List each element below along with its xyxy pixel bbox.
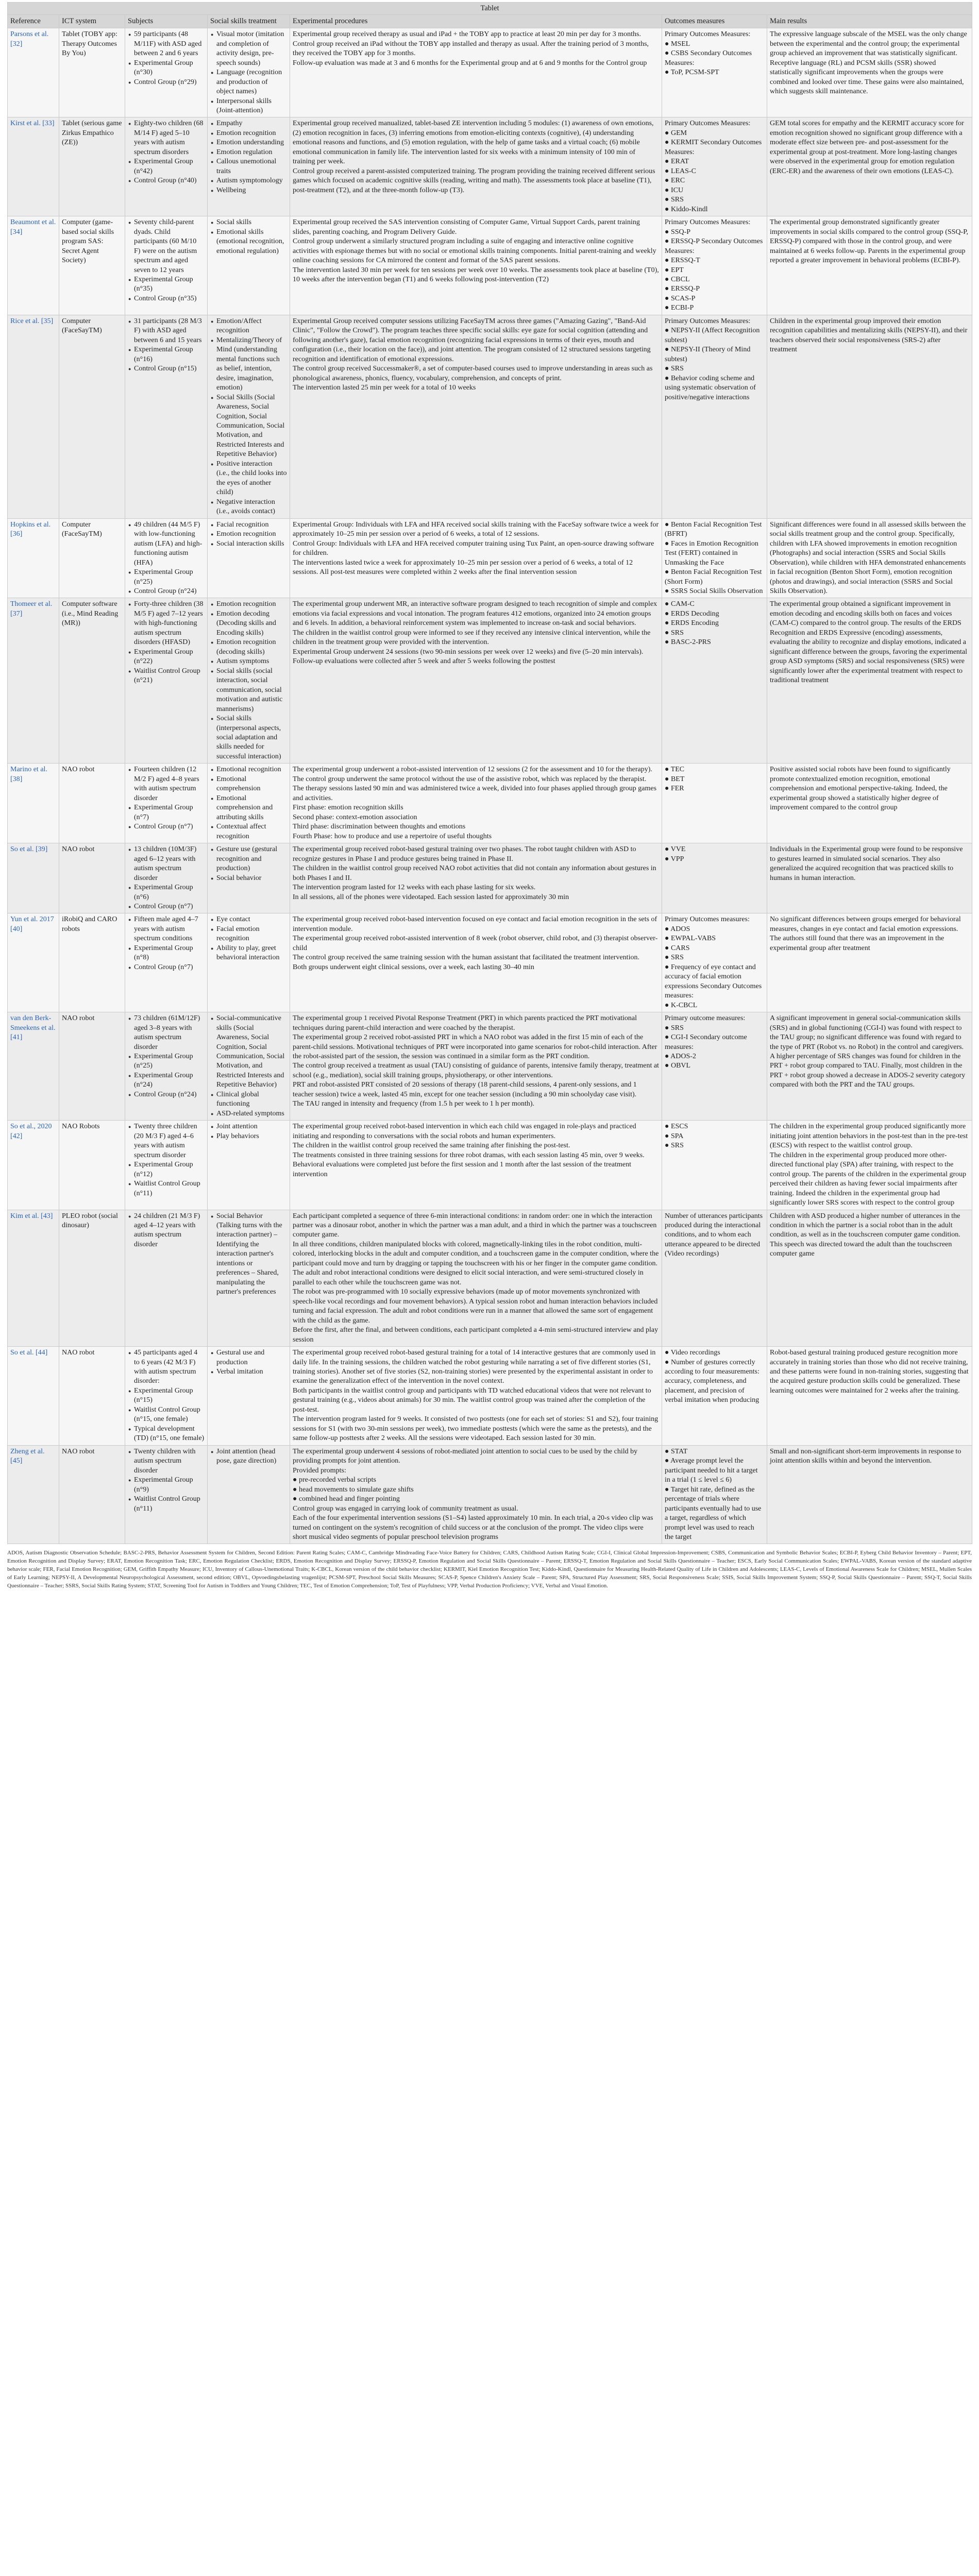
results-cell: The children in the experimental group produced significantly more initiating joint attention behaviors in the post-test than in the pre-test (ESCS) with respect to the waitlist control group. The children in the experimental group produced more other-directed functional play (SPA) after training, with respect to the control group. The parents of the children in the experimental group perceived their children as having fewer social impairments after training. Indeed the children in the experimental group had significantly lower SRS scores with respect to the control group	[767, 1121, 972, 1210]
table-row	[8, 1121, 972, 1210]
subject-item: ● Experimental Group (n°8)	[134, 944, 205, 963]
subject-item: ● Experimental Group (n°12)	[134, 1160, 205, 1179]
results-cell: No significant differences between groups emerged for behavioral measures, changes in eye contact and facial emotion expressions. The authors still found that there was an improvement in the experimental group after treatment	[767, 913, 972, 1012]
ict-system-cell: Tablet (TOBY app: Therapy Outcomes By You)	[59, 28, 125, 117]
results-cell: Significant differences were found in all assessed skills between the social skills treatment group and the control group. Specifically, children with LFA showed improvements in emotion recognition (Photographs) and social interaction (SSRS and Social Skills Observation), while children with HFA demonstrated enhancements in facial recognition (Benton Short Form), emotion recognition (photos and drawings), and social interaction (SSRS and Social Skills Observation).	[767, 518, 972, 598]
subject-item-list	[128, 1014, 205, 1099]
reference-cell: Thomeer et al. [37]	[8, 598, 59, 764]
subjects-cell	[125, 913, 208, 1012]
subjects-cell	[125, 117, 208, 216]
subject-item: ● Experimental Group (n°15)	[134, 1386, 205, 1405]
skill-item-list	[210, 1122, 287, 1141]
skill-item-list	[210, 30, 287, 115]
skill-item-list	[210, 915, 287, 962]
table-row	[8, 913, 972, 1012]
subject-item-list	[128, 1122, 205, 1198]
skill-item: ● Emotion understanding	[216, 138, 287, 147]
skill-item-list	[210, 1212, 287, 1297]
procedures-cell: The experimental group 1 received Pivotal Response Treatment (PRT) in which parents practiced the PRT motivational techniques during parent-child interaction and were coached by the therapist. The experimental group 2 received robot-assisted PRT in which a NAO robot was added in the first 15 min of each of the parent-child sessions. Motivational techniques of PRT were incorporated into game scenarios for robot-child interaction. After the robot-assisted part of the session, the session was continued in a similar form as the PRT condition. The control group received a treatment as usual (TAU) consisting of guidance of parents, intensive family therapy, treatment at school (e.g., mediation), social skill training groups, physiotherapy, or other interventions. PRT and robot-assisted PRT consisted of 20 sessions of therapy (18 parent-child sessions, 4 parent-only sessions, and 1 teacher session) twice a week, lasted 45 min, except for one teacher session (including a 90 min schoolyday case visit). The TAU ranged in intensity and frequency (from 1.5 h per week to 1 h per month).	[290, 1012, 662, 1121]
procedures-cell: Experimental group received manualized, tablet-based ZE intervention including 5 modules: (1) awareness of own emotions, (2) emotion recognition in faces, (3) inferring emotions from emotion-eliciting contexts (cognitive), (4) understanding emotional reasons and functions, and (5) emotion regulation, with the help of game tasks and a virtual coach; (6) mobile emotional communication in family life. The intervention lasted for six weeks with a minimum intensity of 100 min of training per week. Control group received a parent-assisted computerized training. The program providing the training received different serious games which focused on academic cognitive skills (reading, writing and math). The assessments took place at baseline (T1), post-treatment (T2), and at the three-month follow-up (T3).	[290, 117, 662, 216]
outcomes-cell: ● ESCS ● SPA ● SRS	[662, 1121, 767, 1210]
skills-cell	[208, 843, 290, 913]
skill-item: ● Verbal imitation	[216, 1367, 287, 1377]
subject-item-list	[128, 218, 205, 303]
reference-cell: Hopkins et al. [36]	[8, 518, 59, 598]
results-cell: Small and non-significant short-term improvements in response to joint attention skills within and beyond the intervention.	[767, 1445, 972, 1544]
subject-item: ● Twenty children with autism spectrum disorder	[134, 1447, 205, 1476]
subject-item: ● 73 children (61M/12F) aged 3–8 years with autism spectrum disorder	[134, 1014, 205, 1052]
subject-item-list	[128, 119, 205, 185]
header-row	[8, 15, 972, 28]
skill-item: ● Emotion recognition (decoding skills)	[216, 638, 287, 657]
subject-item: ● Experimental Group (n°9)	[134, 1476, 205, 1495]
procedures-cell: Experimental Group received computer sessions utilizing FaceSayTM across three games ("Amazing Gazing", "Band-Aid Clinic", "Follow the Crowd"). The program teaches three specific social skills: eye gaze for social cognition (attending and following another's gaze), facial emotion recognition (recognizing facial expressions in terms of their eyes, mouth and configuration (i.e., their location on the face)), and joint attention. The program consisted of 12 structured sessions targeting recognition and identification of emotional expressions. The control group received Successmaker®, a set of computer-based courses used to improve understanding in areas such as phonological awareness, phonics, fluency, vocabulary, comprehension, and concepts of print. The intervention lasted 25 min per week for a total of 10 weeks	[290, 315, 662, 518]
subjects-cell	[125, 1347, 208, 1446]
results-cell: Positive assisted social robots have been found to significantly promote contextualized emotion recognition, emotional comprehension and emotional perspective-taking. Indeed, the experimental group showed a statistically higher degree of improvement compared to the control group	[767, 764, 972, 843]
subject-item-list	[128, 1447, 205, 1514]
subject-item: ● Experimental Group (n°30)	[134, 59, 205, 78]
skill-item-list	[210, 520, 287, 549]
subject-item: ● Experimental Group (n°25)	[134, 1052, 205, 1071]
outcomes-cell: Primary Outcomes Measures: ● MSEL ● CSBS Secondary Outcomes Measures: ● ToP, PCSM-SPT	[662, 28, 767, 117]
subjects-cell	[125, 518, 208, 598]
ict-system-cell: Computer (FaceSayTM)	[59, 315, 125, 518]
skill-item: ● Social behavior	[216, 874, 287, 883]
reference-cell: Beaumont et al. [34]	[8, 216, 59, 315]
skills-cell	[208, 117, 290, 216]
procedures-cell: The experimental group underwent 4 sessions of robot-mediated joint attention to social cues to be used by the child by providing prompts for joint attention. Provided prompts: ● pre-recorded verbal scripts ● head movements to simulate gaze shifts ● combined head and finger pointing Control group was engaged in carrying look of community treatment as usual. Each of the four experimental intervention sessions (S1–S4) lasted approximately 10 min. In each trial, a 20-s video clip was turned on contingent on the system's recognition of child success or at the conclusion of the prompt. The video clips were short musical video segments of popular preschool television programs	[290, 1445, 662, 1544]
tablet-group-header: Tablet	[8, 3, 972, 15]
table-row	[8, 315, 972, 518]
outcomes-cell: ● TEC ● BET ● FER	[662, 764, 767, 843]
skill-item-list	[210, 1348, 287, 1377]
subjects-cell	[125, 598, 208, 764]
skill-item-list	[210, 600, 287, 761]
skill-item: ● Autism symptoms	[216, 657, 287, 666]
subject-item: ● Control Group (n°15)	[134, 364, 205, 374]
skill-item: ● Emotion recognition	[216, 600, 287, 609]
ict-system-cell: NAO robot	[59, 1347, 125, 1446]
ict-system-cell: Tablet (serious game Zirkus Empathico (ZE))	[59, 117, 125, 216]
skill-item: ● Social-communicative skills (Social Awareness, Social Cognition, Social Communication, Social Motivation, and Restricted Interests and Repetitive Behavior)	[216, 1014, 287, 1090]
subject-item: ● 31 participants (28 M/3 F) with ASD aged between 6 and 15 years	[134, 317, 205, 345]
procedures-cell: The experimental group received robot-based gestural training over two phases. The robot taught children with ASD to recognize gestures in Phase I and produce gestures being trained in Phase II. The children in the waitlist control group received NAO robot activities that did not contain any information about gestures in both Phases I and II. The intervention program lasted for 12 weeks with each phase lasting for six weeks. In all sessions, all of the phones were videotaped. Each session lasted for approximately 30 min	[290, 843, 662, 913]
skill-item: ● Emotion decoding (Decoding skills and Encoding skills)	[216, 609, 287, 638]
outcomes-cell: ● CAM-C ● ERDS Decoding ● ERDS Encoding ● SRS ● BASC-2-PRS	[662, 598, 767, 764]
skill-item: ● Social Skills (Social Awareness, Social Cognition, Social Communication, Social Motivation, and Restricted Interests and Repetitive Behavior)	[216, 393, 287, 460]
subject-item: ● Control Group (n°7)	[134, 902, 205, 911]
subject-item: ● Twenty three children (20 M/3 F) aged 4–6 years with autism spectrum disorder	[134, 1122, 205, 1160]
outcomes-cell: ● STAT ● Average prompt level the participant needed to hit a target in a trial (1 ≤ level ≤ 6) ● Target hit rate, defined as the percentage of trials where participants eventually had to use a target, regardless of which prompt level was used to reach the target	[662, 1445, 767, 1544]
subject-item-list	[128, 317, 205, 374]
skills-cell	[208, 28, 290, 117]
reference-cell: So et al. [44]	[8, 1347, 59, 1446]
subjects-cell	[125, 216, 208, 315]
skill-item: ● Play behaviors	[216, 1132, 287, 1141]
skill-item: ● Mentalizing/Theory of Mind (understanding mental functions such as belief, intention, desire, imagination, emotion)	[216, 336, 287, 393]
subject-item-list	[128, 1348, 205, 1444]
skill-item-list	[210, 119, 287, 195]
subject-item: ● Waitlist Control Group (n°21)	[134, 667, 205, 686]
reference-cell: Yun et al. 2017 [40]	[8, 913, 59, 1012]
skill-item: ● Wellbeing	[216, 186, 287, 195]
skill-item-list	[210, 845, 287, 883]
reference-cell: Kirst et al. [33]	[8, 117, 59, 216]
subject-item-list	[128, 915, 205, 972]
skill-item-list	[210, 317, 287, 517]
skill-item-list	[210, 1447, 287, 1466]
abbreviations-footnote: ADOS, Autism Diagnostic Observation Schedule; BASC-2-PRS, Behavior Assessment System for Children, Second Edition: Parent Rating Scales; CAM-C, Cambridge Mindreading Face-Voice Battery for Children; CARS, Childhood Autism Rating Scale; CGI-I, Clinical Global Impression-Improvement; CSBS, Communication and Symbolic Behavior Scales; ECBI-P, Eyberg Child Behavior Inventory – Parent; EPT, Emotion Recognition and Display Survey; ERAT, Emotion Recognition Task; ERC, Emotion Regulation Checklist; ERDS, Emotion Recognition and Display Survey; ERSSQ-P, Emotion Regulation and Social Skills Questionnaire – Parent; ERSSQ-T, Emotion Regulation and Social Skills Questionnaire – Teacher; ESCS, Early Social Communication Scales; EWPAL-VABS, Korean version of the standard adaptive behavior scale; FER, Facial Emotion Recognition; GEM, Griffith Empathy Measure; ICU, Inventory of Callous-Unemotional Traits; K-CBCL, Korean version of the child behavior checklist; KERMIT, Kiel Emotion Recognition Test; Kiddo-Kindl, Questionnaire for Measuring Health-Related Quality of Life in Children and Adolescents; LEAS-C, Levels of Emotional Awareness Scale for Children; MSEL, Mullen Scales of Early Learning; NEPSY-II, A Developmental Neuropsychological Assessment, second edition; OBVL, Opvoedingsbelasting vragenlijst; PCSM-SPT, Preschool Social Skills Measures; SCAS-P, Spence Children's Anxiety Scale – Parent; SPA, Structured Play Assessment; SRS, Social Responsiveness Scale; SSIS, Social Skills Improvement System; SSQ-P, Social Skills Questionnaire – Parent; SSQ-T, Social Skills Questionnaire – Teacher; SSRS, Social Skills Rating System; STAT, Screening Tool for Autism in Toddlers and Young Children; TEC, Test of Emotion Comprehension; ToP, Test of Playfulness; VPP, Verbal Production Proficiency; VVE, Verbal and Visual Emotion.	[7, 1550, 972, 1589]
ict-system-cell: Computer software (i.e., Mind Reading (MR))	[59, 598, 125, 764]
subject-item: ● Experimental Group (n°35)	[134, 275, 205, 294]
skill-item: ● Gesture use (gestural recognition and production)	[216, 845, 287, 873]
procedures-cell: Experimental Group: Individuals with LFA and HFA received social skills training with the FaceSay software twice a week for approximately 10–25 min per session over a period of 6 weeks, a total of 12 sessions. Control Group: Individuals with LFA and HFA received computer training using Tux Paint, an open-source drawing software for children. The interventions lasted twice a week for approximately 10–25 min per session over a period of 6 weeks, a total of 12 sessions. All post-test measures were completed within 2 weeks after the final intervention session	[290, 518, 662, 598]
procedures-cell: Experimental group received the SAS intervention consisting of Computer Game, Virtual Support Cards, parent training slides, parenting coaching, and Program Delivery Guide. Control group underwent a similarly structured program including a suite of engaging and interactive online cognitive activities with espionage themes but with no social or emotional skills training components. Initial parent-training and weekly online coaching sessions for CA mirrored the content and format of the SAS parent sessions. The intervention lasted 30 min per week for ten sessions per week over 10 weeks. The assessments took place at baseline (T0), 10 weeks after the intervention began (T1) and 6 weeks following post-intervention (T2)	[290, 216, 662, 315]
skill-item: ● Social Behavior (Talking turns with the interaction partner) – Identifying the interaction partner's intentions or preferences – Shared, manipulating the partner's preferences	[216, 1212, 287, 1297]
results-cell: Children with ASD produced a higher number of utterances in the condition in which the partner is a social robot than in the adult condition, as well as in the touchscreen computer game condition. This speech was directed toward the adult than the touchscreen computer game	[767, 1210, 972, 1347]
subject-item: ● Control Group (n°35)	[134, 294, 205, 303]
results-cell: GEM total scores for empathy and the KERMIT accuracy score for emotion recognition showed no significant group difference with a moderate effect size between pre- and post-assessment for the experimental group at post-treatment. More long-lasting changes were observed in the experimental group for emotion regulation (ERC-ER) and the awareness of their own emotions (LEAS-C).	[767, 117, 972, 216]
ict-system-cell: Computer (FaceSayTM)	[59, 518, 125, 598]
skill-item: ● Ability to play, greet behavioral interaction	[216, 944, 287, 963]
table-row	[8, 1445, 972, 1544]
table-body	[8, 28, 972, 1544]
subject-item-list	[128, 520, 205, 597]
skill-item: ● Emotion recognition	[216, 129, 287, 138]
subjects-cell	[125, 843, 208, 913]
subjects-cell	[125, 28, 208, 117]
subject-item-list	[128, 845, 205, 911]
subject-item-list	[128, 765, 205, 832]
subject-item: ● 59 participants (48 M/11F) with ASD aged between 2 and 6 years	[134, 30, 205, 58]
skill-item: ● Interpersonal skills (Joint-attention)	[216, 97, 287, 116]
subject-item: ● Control Group (n°29)	[134, 78, 205, 87]
subjects-cell	[125, 1012, 208, 1121]
results-cell: Individuals in the Experimental group were found to be responsive to gestures learned in simulated social scenarios. They also generalized the acquired recognition that was practiced skills to humans in human interaction.	[767, 843, 972, 913]
skill-item-list	[210, 765, 287, 841]
column-header-procedures: Experimental procedures	[290, 15, 662, 28]
skill-item: ● Social interaction skills	[216, 539, 287, 549]
skill-item: ● Facial emotion recognition	[216, 925, 287, 944]
subject-item: ● Control Group (n°24)	[134, 1090, 205, 1099]
results-cell: The experimental group demonstrated significantly greater improvements in social skills compared to the control group (SSQ-P, ERSSQ-P) compared with those in the control group, and were maintained at 6 weeks follow-up. Parents in the experimental group reported a greater improvement in behavioral problems (ECBI-P).	[767, 216, 972, 315]
skill-item: ● Emotional skills (emotional recognition, emotional regulation)	[216, 228, 287, 256]
skill-item: ● Callous unemotional traits	[216, 157, 287, 176]
ict-system-cell: NAO robot	[59, 764, 125, 843]
skill-item: ● Negative interaction (i.e., avoids contact)	[216, 498, 287, 517]
ict-system-cell: NAO Robots	[59, 1121, 125, 1210]
ict-system-cell: Computer (game-based social skills program SAS: Secret Agent Society)	[59, 216, 125, 315]
subject-item-list	[128, 1212, 205, 1250]
skill-item: ● Autism symptomology	[216, 176, 287, 185]
subjects-cell	[125, 764, 208, 843]
skill-item: ● Emotion regulation	[216, 148, 287, 157]
reference-cell: Zheng et al. [45]	[8, 1445, 59, 1544]
subject-item: ● Control Group (n°7)	[134, 963, 205, 972]
outcomes-cell: ● Benton Facial Recognition Test (BFRT) ● Faces in Emotion Recognition Test (FERT) contained in Unmasking the Face ● Benton Facial Recognition Test (Short Form) ● SSRS Social Skills Observation	[662, 518, 767, 598]
table-row	[8, 1012, 972, 1121]
results-cell: A significant improvement in general social-communication skills (SRS) and in global functioning (CGI-I) was found with respect to the TAU group; no significant difference was found with regard to the type of PRT (Robot vs. no Robot) in the control and caregivers. A higher percentage of SRS changes was found for children in the PRT + robot group compared to TAU. Finally, most children in the PRT + robot group showed a decrease in ADOS-2 severity category compared with both the PRT and the TAU groups.	[767, 1012, 972, 1121]
column-header-subjects: Subjects	[125, 15, 208, 28]
table-row	[8, 843, 972, 913]
subjects-cell	[125, 1445, 208, 1544]
column-header-social-skills: Social skills treatment	[208, 15, 290, 28]
skill-item: ● Emotional comprehension and attributing skills	[216, 794, 287, 822]
skill-item-list	[210, 218, 287, 256]
table-row	[8, 598, 972, 764]
table-row	[8, 28, 972, 117]
skill-item-list	[210, 1014, 287, 1118]
column-header-results: Main results	[767, 15, 972, 28]
results-cell: The expressive language subscale of the MSEL was the only change between the experimental and the control group; the experimental group achieved an improvement that was statistically significant. Receptive language (RL) and PCSM skills (SSR) showed statistically significant improvements when the groups were combined and looked over time. These gains were also maintained, which suggests skill maintenance.	[767, 28, 972, 117]
subject-item: ● Waitlist Control Group (n°11)	[134, 1179, 205, 1198]
skills-cell	[208, 216, 290, 315]
ict-system-cell: NAO robot	[59, 1012, 125, 1121]
reference-cell: van den Berk-Smeekens et al. [41]	[8, 1012, 59, 1121]
reference-cell: Marino et al. [38]	[8, 764, 59, 843]
skill-item: ● Language (recognition and production of object names)	[216, 68, 287, 96]
subject-item: ● Experimental Group (n°42)	[134, 157, 205, 176]
skill-item: ● Gestural use and production	[216, 1348, 287, 1367]
subject-item: ● Eighty-two children (68 M/14 F) aged 5–10 years with autism spectrum disorders	[134, 119, 205, 157]
subject-item: ● Fifteen male aged 4–7 years with autism spectrum conditions	[134, 915, 205, 943]
table-row	[8, 518, 972, 598]
skills-cell	[208, 1445, 290, 1544]
skills-cell	[208, 1210, 290, 1347]
table-header	[8, 3, 972, 28]
skills-cell	[208, 315, 290, 518]
subject-item: ● Waitlist Control Group (n°15, one female)	[134, 1405, 205, 1425]
procedures-cell: The experimental group underwent a robot-assisted intervention of 12 sessions (2 for the assessment and 10 for the therapy). The control group underwent the same protocol without the use of the assistive robot, which was replaced by the therapist. The therapy sessions lasted 90 min and was administered twice a week, divided into four phases applied through group games and activities. First phase: emotion recognition skills Second phase: context-emotion association Third phase: discrimination between thoughts and emotions Fourth Phase: how to produce and use a repertoire of useful thoughts	[290, 764, 662, 843]
column-header-ict-system: ICT system	[59, 15, 125, 28]
skills-cell	[208, 1012, 290, 1121]
skills-cell	[208, 518, 290, 598]
results-cell: Robot-based gestural training produced gesture recognition more accurately in training stories than those who did not receive training, and these patterns were found in non-training stories, suggesting that the acquired gesture production skills could be generalized. These learning outcomes were maintained for 2 weeks after the training.	[767, 1347, 972, 1446]
procedures-cell: The experimental group received robot-based intervention focused on eye contact and facial emotion recognition in the sets of intervention module. The experimental group received robot-assisted intervention of 8 week (robot observer, child robot, and (3) therapist observer-child The control group received the same training session with the human assistant that facilitated the treatment intervention. Both groups underwent eight clinical sessions, over a week, each lasting 30–40 min	[290, 913, 662, 1012]
procedures-cell: The experimental group received robot-based gestural training for a total of 14 interactive gestures that are commonly used in daily life. In the training sessions, the children watched the robot gesturing while narrating a set of five different stories (S1, training stories). Another set of five stories (S2, non-training stories) were presented by the experimental assistant in order to examine the generalization effect of the intervention in the novel context. Both participants in the waitlist control group and participants with TD watched educational videos that were not relevant to gestural training (e.g., videos about animals) for 30 min. The waitlist control group was trained after the completion of the post-test. The intervention program lasted for 9 weeks. It consisted of two posttests (one for each set of stories: S1 and S2), four training sessions for S1 (with two 30-min sessions per week), two immediate posttests (which were the same as the pretests), and the same follow-up posttests after 2 weeks. All the sessions were videotaped. Each session lasted for 30 min.	[290, 1347, 662, 1446]
studies-table	[7, 2, 972, 1544]
skills-cell	[208, 764, 290, 843]
table-row	[8, 117, 972, 216]
outcomes-cell: Primary Outcomes Measures: ● NEPSY-II (Affect Recognition subtest) ● NEPSY-II (Theory of Mind subtest) ● SRS ● Behavior coding scheme and using systematic observation of positive/negative interactions	[662, 315, 767, 518]
skill-item: ● Positive interaction (i.e., the child looks into the eyes of another child)	[216, 460, 287, 498]
subject-item: ● Control Group (n°40)	[134, 176, 205, 185]
ict-system-cell: NAO robot	[59, 1445, 125, 1544]
reference-cell: Kim et al. [43]	[8, 1210, 59, 1347]
subject-item: ● Experimental Group (n°22)	[134, 648, 205, 667]
subject-item-list	[128, 600, 205, 685]
skill-item: ● Contextual affect recognition	[216, 822, 287, 841]
column-header-reference: Reference	[8, 15, 59, 28]
subjects-cell	[125, 1210, 208, 1347]
skill-item: ● Emotional comprehension	[216, 775, 287, 794]
procedures-cell: Each participant completed a sequence of three 6-min interactional conditions: in random order: one in which the interaction partner was a dinosaur robot, another in which the partner was a man adult, and a third in which the partner was a touchscreen computer game. In all three conditions, children manipulated blocks with colored, magnetically-linking tiles in the robot condition, multi-colored, interlocking blocks in the adult and computer condition, and a touchscreen game in the computer condition, where the participant could move and turn by dragging or tapping the touchscreen with his or her finger in the computer game condition. The adult and robot interactional conditions were designed to elicit social interaction, and were semi-structured closely in parallel to each other while the touchscreen game was not. The robot was pre-programmed with 10 socially expressive behaviors (made up of motor movements synchronized with speech-like vocal recordings and four movement behaviors). A typical session robot and human interaction behaviors included turning and facial expression. The adult and robot conditions were run in a manner that allowed the same sort of engagement with the child as the game. Before the first, after the final, and between conditions, each participant completed a 4-min semi-structured interview and play session	[290, 1210, 662, 1347]
subject-item: ● Experimental Group (n°6)	[134, 883, 205, 902]
skill-item: ● Emotion/Affect recognition	[216, 317, 287, 336]
outcomes-cell: Primary outcome measures: ● SRS ● CGI-I Secondary outcome measures: ● ADOS-2 ● OBVL	[662, 1012, 767, 1121]
subject-item: ● Seventy child-parent dyads. Child participants (60 M/10 F) were on the autism spectrum and aged seven to 12 years	[134, 218, 205, 275]
skill-item: ● Social skills (social interaction, social communication, social motivation and autistic mannerisms)	[216, 667, 287, 714]
reference-cell: So et al., 2020 [42]	[8, 1121, 59, 1210]
subject-item: ● Fourteen children (12 M/2 F) aged 4–8 years with autism spectrum disorder	[134, 765, 205, 803]
outcomes-cell: Primary Outcomes measures: ● ADOS ● EWPAL-VABS ● CARS ● SRS ● Frequency of eye contact and accuracy of facial emotion expressions Secondary Outcomes measures: ● K-CBCL	[662, 913, 767, 1012]
table-row	[8, 216, 972, 315]
table-row	[8, 1210, 972, 1347]
skill-item: ● Joint attention (head pose, gaze direction)	[216, 1447, 287, 1466]
ict-system-cell: iRobiQ and CARO robots	[59, 913, 125, 1012]
column-header-outcomes: Outcomes measures	[662, 15, 767, 28]
subject-item: ● Forty-three children (38 M/5 F) aged 7–12 years with high-functioning autism spectrum disorders (HFASD)	[134, 600, 205, 647]
reference-cell: Rice et al. [35]	[8, 315, 59, 518]
results-cell: Children in the experimental group improved their emotion recognition capabilities and mentalizing skills (NEPSY-II), and their teachers observed their social responsiveness (SRS-2) after treatment	[767, 315, 972, 518]
skills-cell	[208, 1347, 290, 1446]
ict-system-cell: NAO robot	[59, 843, 125, 913]
results-cell: The experimental group obtained a significant improvement in emotion decoding and encoding skills both on faces and voices (CAM-C) compared to the control group. The results of the ERDS Recognition and ERDS Expressive (encoding) assessments, evaluating the ability to recognize and display emotions, indicated a significant difference between the groups, favoring the experimental group ASD symptoms (SRS) and social responsiveness (SRS) were significantly lower after the experimental treatment with respect to traditional treatment	[767, 598, 972, 764]
header-group-row	[8, 3, 972, 15]
procedures-cell: The experimental group underwent MR, an interactive software program designed to teach recognition of simple and complex emotions via facial expressions and vocal intonation. The program features 412 emotions, organized into 24 emotion groups and 6 levels. In addition, a behavioral reinforcement system was implemented to increase on-task and social behaviors. The children in the waitlist control group were informed to see if they received any intensive clinical intervention, while the children in the treatment group were provided with the intervention. Experimental Group underwent 24 sessions (two 90-min sessions per week over 12 weeks) and five (5–20 min intervals). Follow-up evaluations were collected after 5 week and after 5 weeks following the posttest	[290, 598, 662, 764]
skill-item: ● Emotional recognition	[216, 765, 287, 774]
subjects-cell	[125, 1121, 208, 1210]
subject-item: ● 24 children (21 M/3 F) aged 4–12 years with autism spectrum disorder	[134, 1212, 205, 1250]
subject-item: ● Control Group (n°7)	[134, 822, 205, 832]
outcomes-cell: Number of utterances participants produced during the interactional conditions, and to whom each utterance appeared to be directed (Video recordings)	[662, 1210, 767, 1347]
table-row	[8, 1347, 972, 1446]
subject-item: ● Experimental Group (n°7)	[134, 803, 205, 822]
outcomes-cell: ● VVE ● VPP	[662, 843, 767, 913]
subject-item: ● 45 participants aged 4 to 6 years (42 M/3 F) with autism spectrum disorder:	[134, 1348, 205, 1386]
subject-item: ● 13 children (10M/3F) aged 6–12 years with autism spectrum disorder	[134, 845, 205, 883]
skill-item: ● Visual motor (imitation and completion of activity design, pre-speech sounds)	[216, 30, 287, 68]
skill-item: ● ASD-related symptoms	[216, 1109, 287, 1118]
skill-item: ● Emotion recognition	[216, 530, 287, 539]
reference-cell: Parsons et al. [32]	[8, 28, 59, 117]
skills-cell	[208, 913, 290, 1012]
subject-item: ● 49 children (44 M/5 F) with low-functioning autism (LFA) and high-functioning autism (HFA)	[134, 520, 205, 568]
outcomes-cell: ● Video recordings ● Number of gestures correctly according to four measurements: accuracy, completeness, and placement, and precision of verbal imitation when producing	[662, 1347, 767, 1446]
subject-item: ● Control Group (n°24)	[134, 587, 205, 596]
reference-cell: So et al. [39]	[8, 843, 59, 913]
skill-item: ● Empathy	[216, 119, 287, 128]
subjects-cell	[125, 315, 208, 518]
skill-item: ● Eye contact	[216, 915, 287, 924]
skill-item: ● Clinical global functioning	[216, 1090, 287, 1109]
subject-item: ● Experimental Group (n°24)	[134, 1071, 205, 1090]
subject-item: ● Experimental Group (n°25)	[134, 568, 205, 587]
subject-item: ● Waitlist Control Group (n°11)	[134, 1495, 205, 1514]
skills-cell	[208, 1121, 290, 1210]
subject-item-list	[128, 30, 205, 87]
outcomes-cell: Primary Outcomes Measures: ● GEM ● KERMIT Secondary Outcomes Measures: ● ERAT ● LEAS-C ● ERC ● ICU ● SRS ● Kiddo-Kindl	[662, 117, 767, 216]
ict-system-cell: PLEO robot (social dinosaur)	[59, 1210, 125, 1347]
subject-item: ● Experimental Group (n°16)	[134, 345, 205, 364]
outcomes-cell: Primary Outcomes Measures: ● SSQ-P ● ERSSQ-P Secondary Outcomes Measures: ● ERSSQ-T ● EPT ● CBCL ● ERSSQ-P ● SCAS-P ● ECBI-P	[662, 216, 767, 315]
skills-cell	[208, 598, 290, 764]
procedures-cell: The experimental group received robot-based intervention in which each child was engaged in role-plays and practiced initiating and responding to conversations with the social robots and human experimenters. The children in the waitlist control group received the same training after finishing the post-test. The treatments consisted in three training sessions for three robot dramas, with each session lasting 45 min, over 9 weeks. Behavioral evaluations were completed just before the first session and 1 month after the last session of the treatment intervention	[290, 1121, 662, 1210]
skill-item: ● Social skills	[216, 218, 287, 227]
skill-item: ● Social skills (interpersonal aspects, social adaptation and skills needed for successful interaction)	[216, 714, 287, 761]
skill-item: ● Facial recognition	[216, 520, 287, 530]
skill-item: ● Joint attention	[216, 1122, 287, 1131]
subject-item: ● Typical development (TD) (n°15, one female)	[134, 1425, 205, 1444]
procedures-cell: Experimental group received therapy as usual and iPad + the TOBY app to practice at least 20 min per day for 3 months. Control group received an iPad without the TOBY app installed and therapy as usual. After the training period of 3 months, they received the TOBY app for 3 months. Follow-up evaluation was made at 3 and 6 months for the Experimental group and at 6 and 9 months for the Control group	[290, 28, 662, 117]
table-row	[8, 764, 972, 843]
